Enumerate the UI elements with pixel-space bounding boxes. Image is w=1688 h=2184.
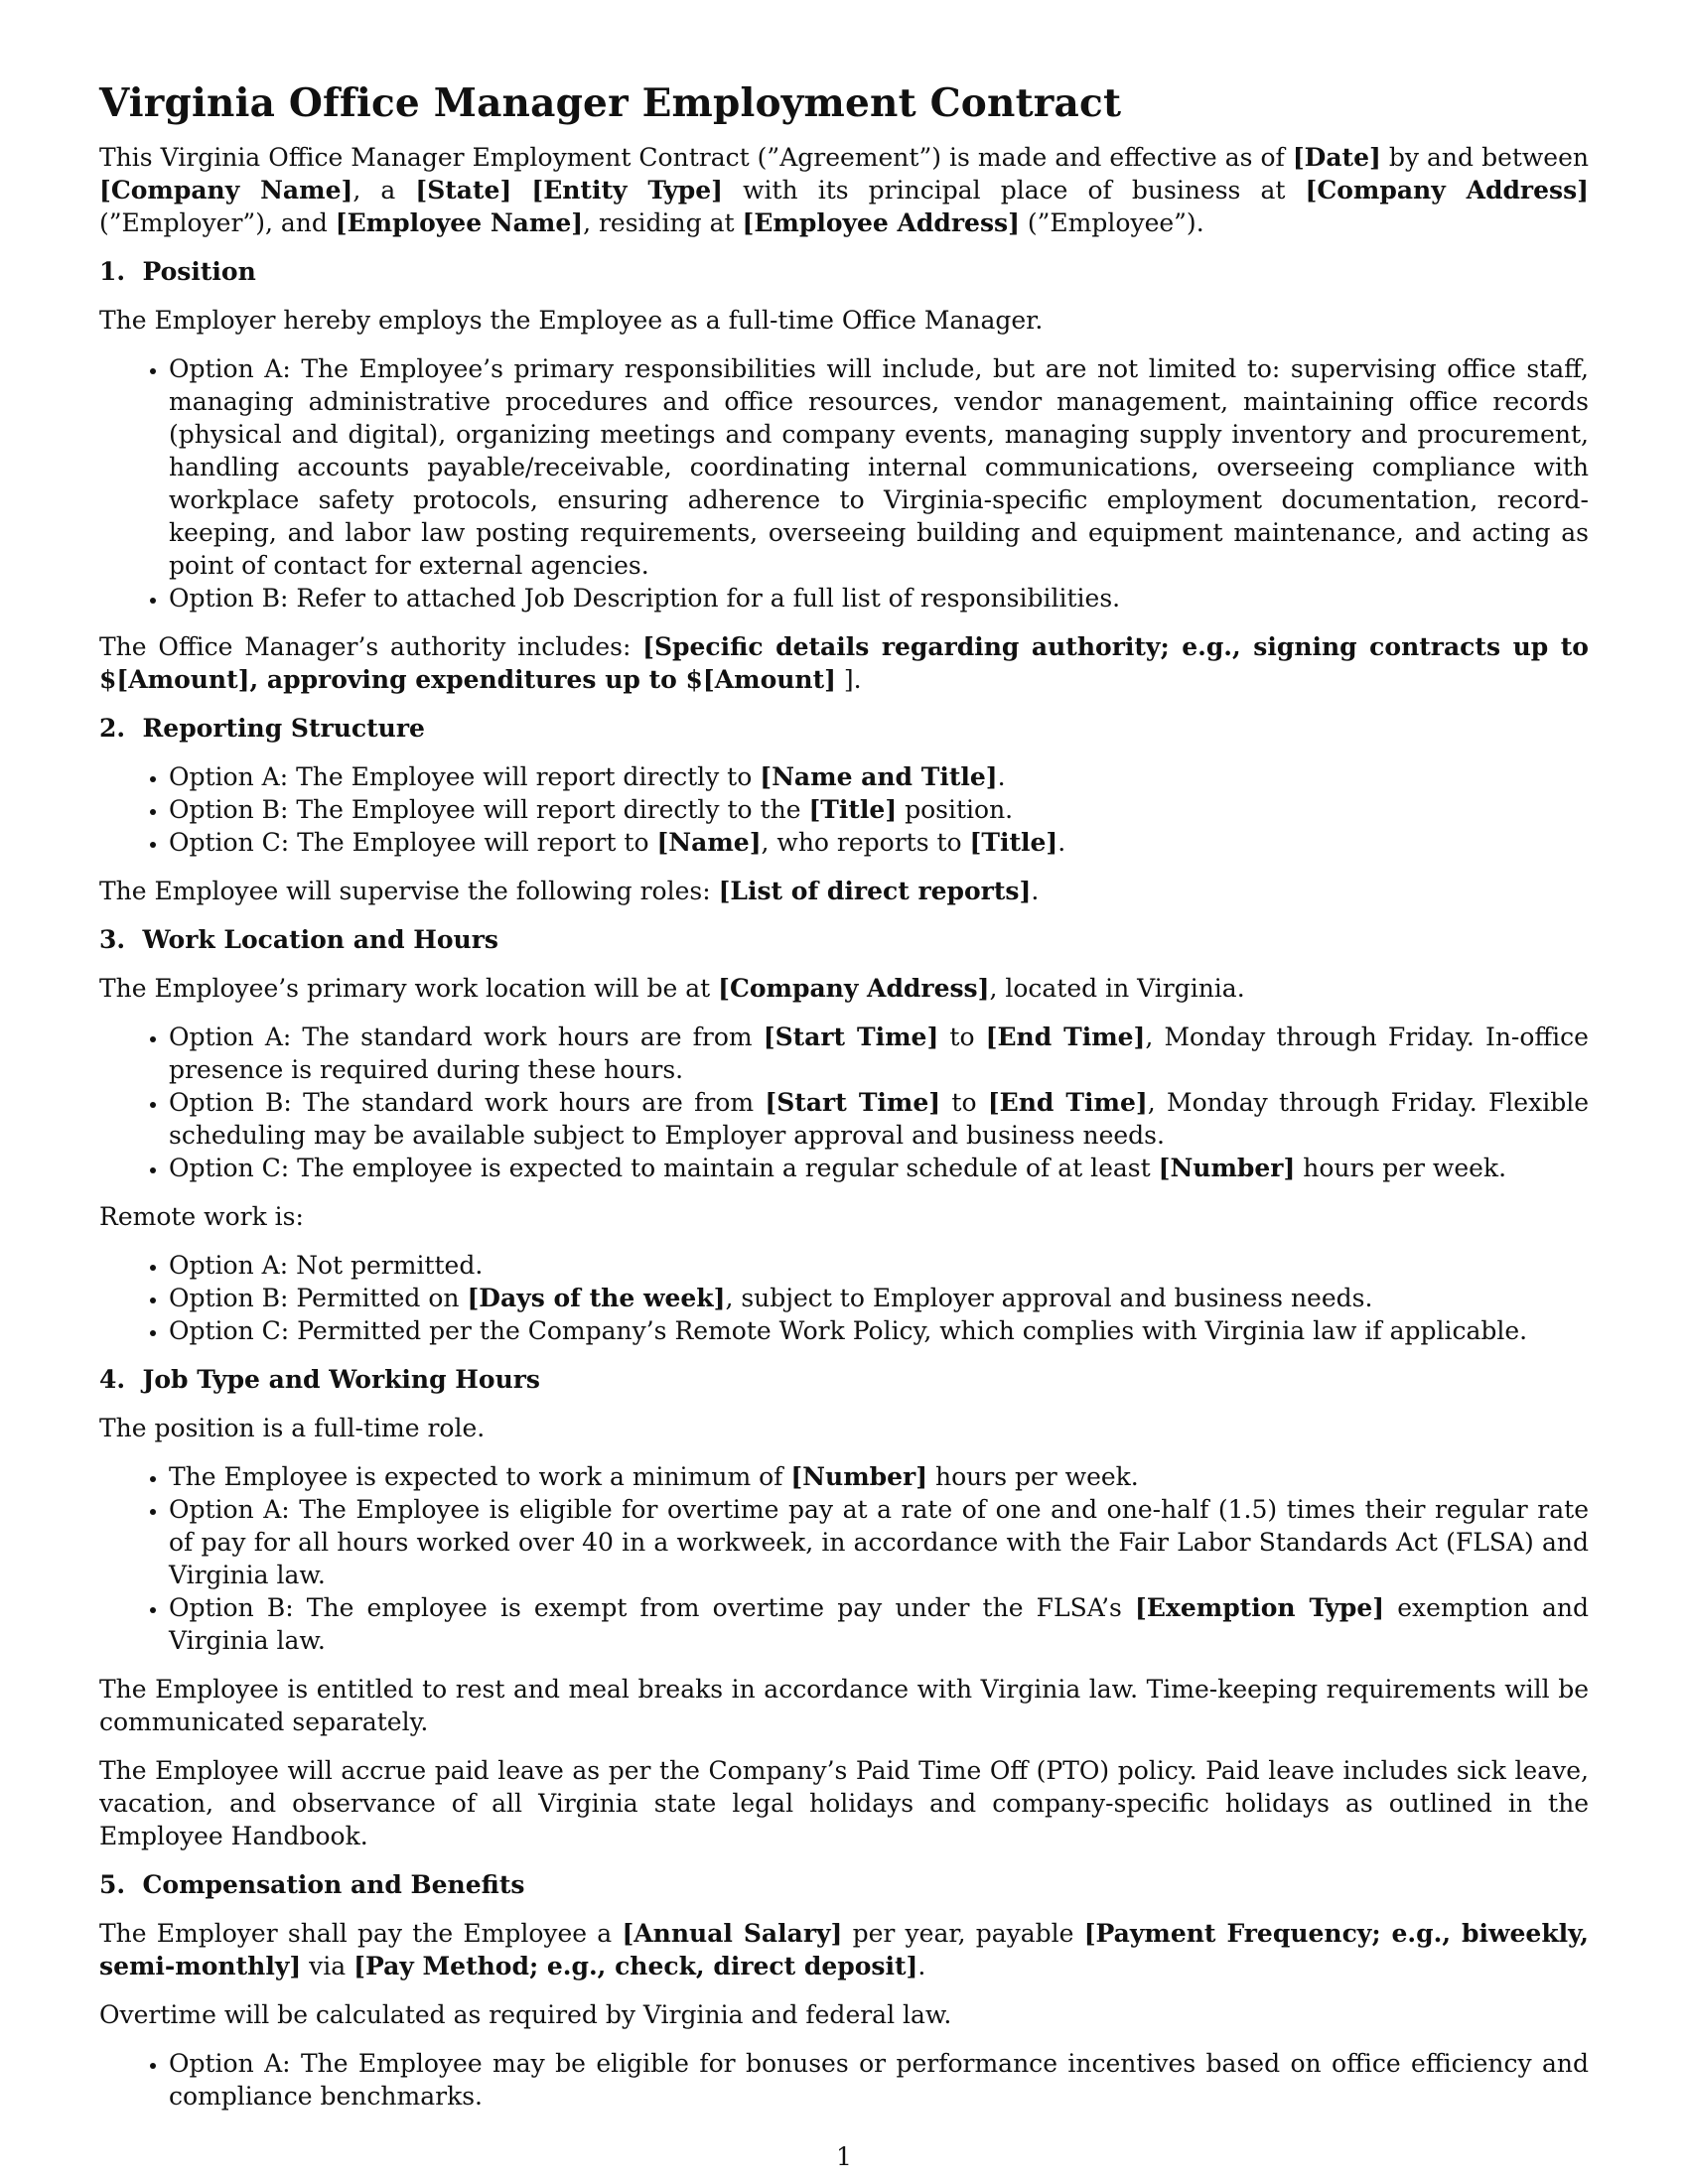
body-paragraph: [99, 1412, 1589, 1444]
body-paragraph: [99, 1917, 1589, 1982]
list-item: [169, 1591, 1589, 1657]
text-run: Option C: The Employee will report to: [169, 828, 657, 857]
body-paragraph: [99, 304, 1589, 337]
text-run: The Employer hereby employs the Employee as a full-time Office Manager.: [99, 306, 1044, 335]
intro-paragraph: [99, 141, 1589, 239]
text-run: (”Employee”).: [1019, 208, 1204, 237]
option-list: [99, 2047, 1589, 2113]
text-run: Option B: The standard work hours are from: [169, 1088, 766, 1117]
text-run: Option B: The employee is exempt from overtime pay under the FLSA’s: [169, 1593, 1136, 1622]
list-item: [169, 1314, 1589, 1347]
list-item: [169, 826, 1589, 859]
document-page: [99, 79, 1589, 2128]
placeholder-field: [Specific details regarding authority; e.g., signing contracts up to $[Amount], approving expenditures up to $[Amount]: [99, 632, 1589, 694]
placeholder-field: [Number]: [790, 1462, 928, 1491]
list-item: [169, 1493, 1589, 1591]
text-run: exemption and Virginia law.: [169, 1593, 1590, 1655]
text-run: position.: [897, 795, 1014, 824]
text-run: Overtime will be calculated as required by Virginia and federal law.: [99, 2000, 952, 2029]
text-run: [511, 176, 531, 205]
text-run: The Office Manager’s authority includes:: [99, 632, 643, 661]
body-paragraph: [99, 630, 1589, 696]
placeholder-field: [Name and Title]: [760, 762, 998, 791]
placeholder-field: [Number]: [1158, 1154, 1296, 1182]
text-run: Remote work is:: [99, 1202, 304, 1231]
list-item: [169, 1282, 1589, 1314]
list-item: [169, 2047, 1589, 2113]
option-list: [99, 352, 1589, 614]
placeholder-field: [Title]: [808, 795, 898, 824]
text-run: with its principal place of business at: [723, 176, 1306, 205]
list-item: [169, 760, 1589, 793]
text-run: per year, payable: [842, 1919, 1084, 1948]
text-run: ].: [835, 665, 862, 694]
list-item: [169, 582, 1589, 614]
text-run: , who reports to: [761, 828, 970, 857]
placeholder-field: [Annual Salary]: [622, 1919, 843, 1948]
placeholder-field: [Company Name]: [99, 176, 353, 205]
list-item: [169, 793, 1589, 826]
text-run: .: [997, 762, 1006, 791]
list-item: [169, 1460, 1589, 1493]
placeholder-field: [Employee Name]: [335, 208, 584, 237]
text-run: , Monday through Friday. Flexible scheduling may be available subject to Employer approval and business needs.: [169, 1088, 1589, 1150]
text-run: (”Employer”), and: [99, 208, 336, 237]
text-run: The position is a full-time role.: [99, 1414, 486, 1442]
text-run: via: [301, 1952, 354, 1980]
text-run: The Employee’s primary work location will be at: [99, 974, 719, 1003]
text-run: The Employer shall pay the Employee a: [99, 1919, 623, 1948]
text-run: .: [1031, 877, 1040, 905]
placeholder-field: [Date]: [1292, 143, 1381, 172]
text-run: Option B: The Employee will report directly to the: [169, 795, 809, 824]
list-item: [169, 1086, 1589, 1152]
body-paragraph: [99, 1673, 1589, 1738]
text-run: .: [1057, 828, 1066, 857]
placeholder-field: [Exemption Type]: [1135, 1593, 1385, 1622]
text-run: , residing at: [583, 208, 743, 237]
body-paragraph: [99, 875, 1589, 907]
text-run: , subject to Employer approval and business needs.: [725, 1284, 1373, 1312]
placeholder-field: [Payment Frequency; e.g., biweekly, semi-monthly]: [99, 1919, 1589, 1980]
list-item: [169, 1021, 1589, 1086]
text-run: The Employee will supervise the following roles:: [99, 877, 719, 905]
text-run: Option A: The standard work hours are from: [169, 1023, 764, 1051]
text-run: , located in Virginia.: [989, 974, 1245, 1003]
text-run: Option A: The Employee will report directly to: [169, 762, 761, 791]
placeholder-field: [Start Time]: [763, 1023, 939, 1051]
text-run: .: [917, 1952, 926, 1980]
placeholder-field: [Name]: [656, 828, 762, 857]
placeholder-field: [Company Address]: [718, 974, 990, 1003]
document-title: Virginia Office Manager Employment Contract: [99, 80, 1122, 126]
placeholder-field: [End Time]: [987, 1088, 1148, 1117]
text-run: hours per week.: [927, 1462, 1139, 1491]
text-run: The Employee will accrue paid leave as per the Company’s Paid Time Off (PTO) policy. Paid leave includes sick leave, vacation, and observance of all Virginia state legal holidays and company-specific holidays as outlined in the Employee Handbook.: [99, 1756, 1589, 1850]
list-item: [169, 1152, 1589, 1184]
section-heading: 4. Job Type and Working Hours: [99, 1365, 541, 1394]
page-number: 1: [836, 2142, 852, 2171]
option-list: [99, 1249, 1589, 1347]
text-run: Option A: Not permitted.: [169, 1251, 484, 1280]
placeholder-field: [Company Address]: [1305, 176, 1589, 205]
text-run: to: [938, 1023, 986, 1051]
text-run: Option B: Refer to attached Job Description for a full list of responsibilities.: [169, 584, 1121, 613]
text-run: This Virginia Office Manager Employment Contract (”Agreement”) is made and effective as of: [99, 143, 1293, 172]
option-list: [99, 760, 1589, 859]
option-list: [99, 1460, 1589, 1657]
placeholder-field: [Start Time]: [765, 1088, 941, 1117]
text-run: The Employee is expected to work a minimum of: [169, 1462, 791, 1491]
list-item: [169, 352, 1589, 582]
sections-container: [99, 255, 1589, 2113]
text-run: Option C: Permitted per the Company’s Remote Work Policy, which complies with Virginia law if applicable.: [169, 1316, 1528, 1345]
placeholder-field: [State]: [415, 176, 512, 205]
placeholder-field: [Pay Method; e.g., check, direct deposit]: [353, 1952, 918, 1980]
option-list: [99, 1021, 1589, 1184]
placeholder-field: [End Time]: [985, 1023, 1146, 1051]
section-heading: 1. Position: [99, 257, 256, 286]
text-run: Option A: The Employee’s primary responsibilities will include, but are not limited to: supervising office staff, managing administrative procedures and office resources, vendor management, maintaining office records (physical and digital), organizing meetings and company events, managing supply inventory and procurement, handling accounts payable/receivable, coordinating internal communications, overseeing compliance with workplace safety protocols, ensuring adherence to Virginia-specific employment documentation, record-keeping, and labor law posting requirements, overseeing building and equipment maintenance, and acting as point of contact for external agencies.: [169, 354, 1589, 580]
placeholder-field: [Employee Address]: [742, 208, 1020, 237]
text-run: to: [940, 1088, 988, 1117]
body-paragraph: [99, 972, 1589, 1005]
list-item: [169, 1249, 1589, 1282]
placeholder-field: [List of direct reports]: [718, 877, 1032, 905]
body-paragraph: [99, 1200, 1589, 1233]
placeholder-field: [Days of the week]: [467, 1284, 726, 1312]
section-heading: 5. Compensation and Benefits: [99, 1870, 525, 1899]
text-run: by and between: [1380, 143, 1589, 172]
text-run: , Monday through Friday. In-office presence is required during these hours.: [169, 1023, 1589, 1084]
text-run: Option C: The employee is expected to maintain a regular schedule of at least: [169, 1154, 1159, 1182]
text-run: The Employee is entitled to rest and meal breaks in accordance with Virginia law. Time-keeping requirements will be communicated separately.: [99, 1675, 1589, 1736]
body-paragraph: [99, 1754, 1589, 1852]
section-heading: 3. Work Location and Hours: [99, 925, 498, 954]
section-heading: 2. Reporting Structure: [99, 714, 425, 743]
text-run: Option A: The Employee is eligible for overtime pay at a rate of one and one-half (1.5) times their regular rate of pay for all hours worked over 40 in a workweek, in accordance with the Fair Labor Standards Act (FLSA) and Virginia law.: [169, 1495, 1589, 1589]
text-run: , a: [352, 176, 416, 205]
body-paragraph: [99, 1998, 1589, 2031]
placeholder-field: [Title]: [969, 828, 1058, 857]
placeholder-field: [Entity Type]: [531, 176, 723, 205]
text-run: Option B: Permitted on: [169, 1284, 468, 1312]
text-run: hours per week.: [1295, 1154, 1507, 1182]
text-run: Option A: The Employee may be eligible for bonuses or performance incentives based on office efficiency and compliance benchmarks.: [169, 2049, 1589, 2111]
